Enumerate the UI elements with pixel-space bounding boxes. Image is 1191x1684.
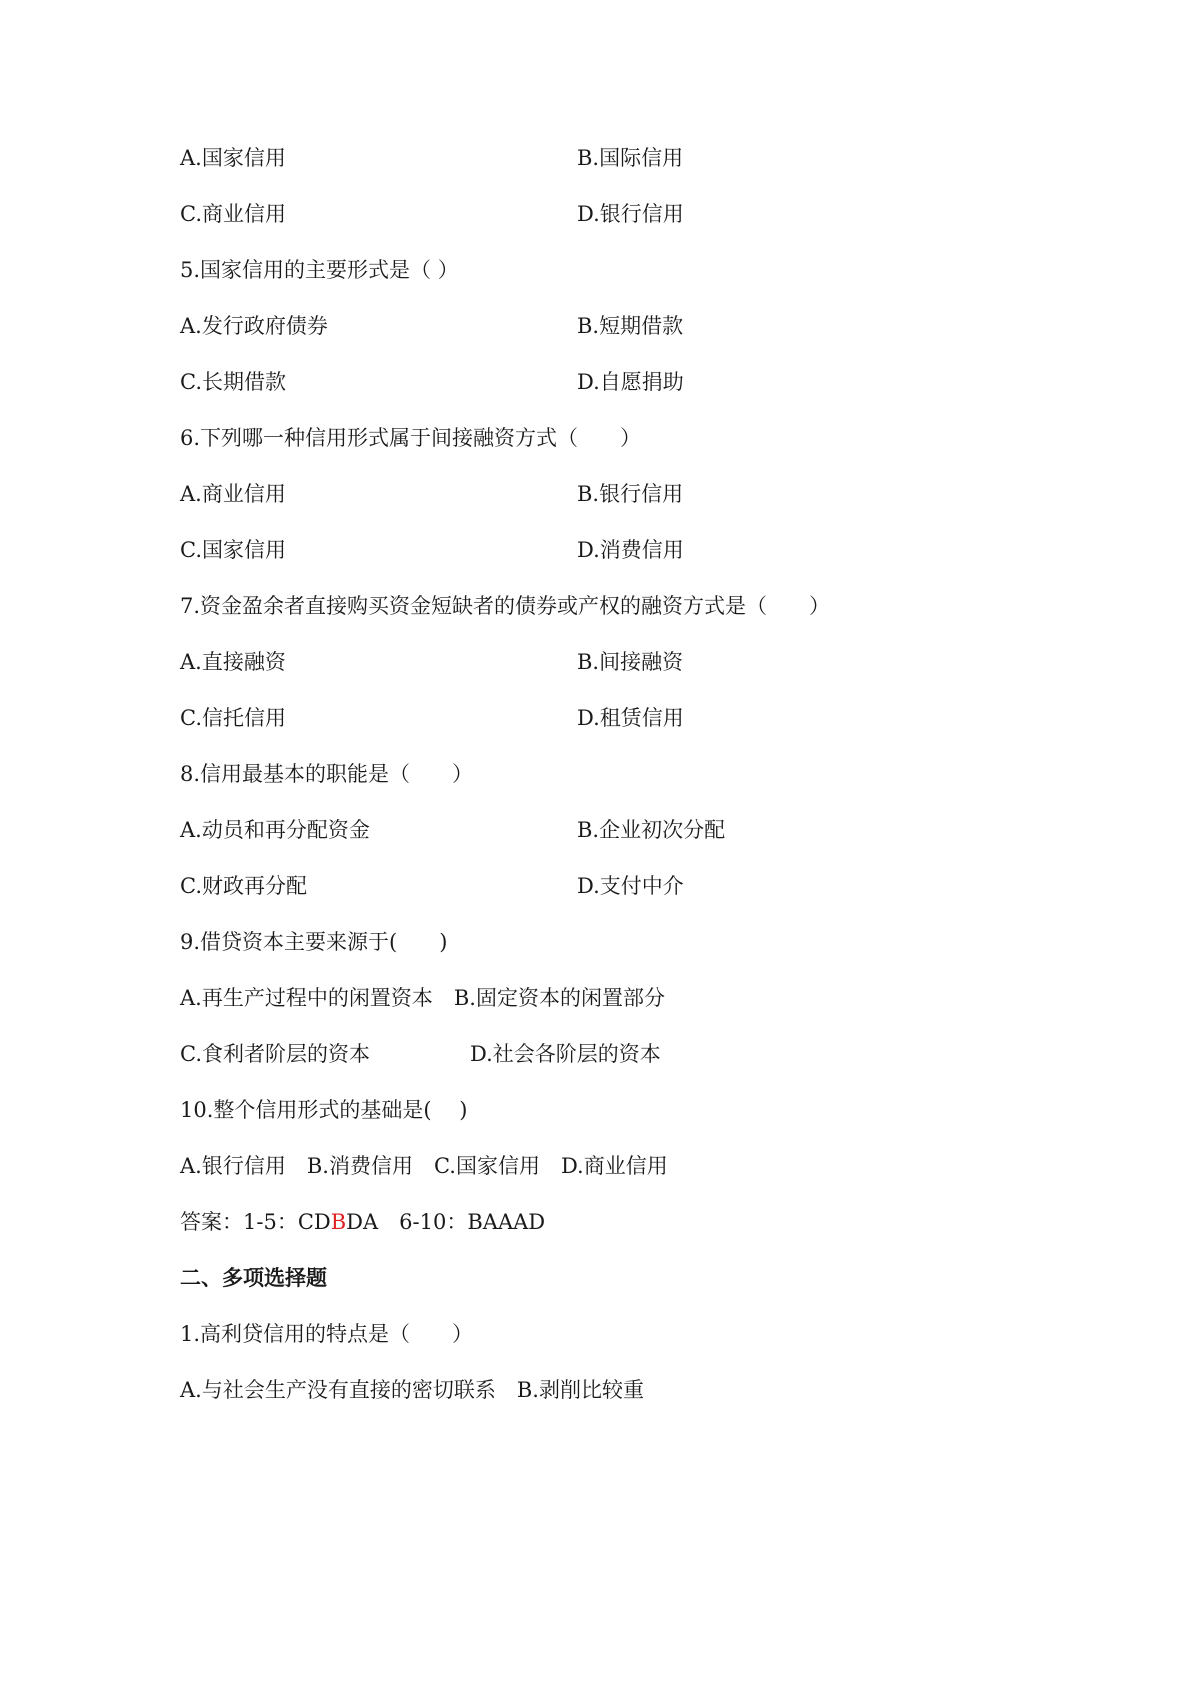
q8-option-b: B.企业初次分配 bbox=[577, 818, 726, 842]
q5-option-b: B.短期借款 bbox=[577, 314, 684, 338]
q10-options: A.银行信用 B.消费信用 C.国家信用 D.商业信用 bbox=[180, 1154, 668, 1178]
q8-option-c: C.财政再分配 bbox=[180, 874, 307, 898]
q9-option-d: D.社会各阶层的资本 bbox=[470, 1042, 661, 1066]
q8-option-d: D.支付中介 bbox=[577, 874, 684, 898]
section-heading: 二、多项选择题 bbox=[180, 1266, 327, 1290]
q5-stem: 5.国家信用的主要形式是（ ） bbox=[180, 258, 459, 282]
q6-option-b: B.银行信用 bbox=[577, 482, 684, 506]
q7-option-d: D.租赁信用 bbox=[577, 706, 684, 730]
q4-option-a: A.国家信用 bbox=[180, 146, 286, 170]
q7-option-b: B.间接融资 bbox=[577, 650, 684, 674]
q10-stem: 10.整个信用形式的基础是( ) bbox=[180, 1098, 468, 1122]
s2-q1-stem: 1.高利贷信用的特点是（ ） bbox=[180, 1322, 474, 1346]
q8-stem: 8.信用最基本的职能是（ ） bbox=[180, 762, 474, 786]
answer-suffix: DA 6-10：BAAAD bbox=[346, 1210, 546, 1234]
q4-option-b: B.国际信用 bbox=[577, 146, 684, 170]
s2-q1-options-ab: A.与社会生产没有直接的密切联系 B.剥削比较重 bbox=[180, 1378, 644, 1402]
q5-option-d: D.自愿捐助 bbox=[577, 370, 684, 394]
q9-options-ab: A.再生产过程中的闲置资本 B.固定资本的闲置部分 bbox=[180, 986, 665, 1010]
q5-option-a: A.发行政府债券 bbox=[180, 314, 328, 338]
q6-option-d: D.消费信用 bbox=[577, 538, 684, 562]
q9-option-c: C.食利者阶层的资本 bbox=[180, 1042, 370, 1066]
q6-option-a: A.商业信用 bbox=[180, 482, 286, 506]
q5-option-c: C.长期借款 bbox=[180, 370, 286, 394]
q4-option-d: D.银行信用 bbox=[577, 202, 684, 226]
q7-stem: 7.资金盈余者直接购买资金短缺者的债券或产权的融资方式是（ ） bbox=[180, 594, 831, 618]
q6-option-c: C.国家信用 bbox=[180, 538, 286, 562]
answer-prefix: 答案：1-5：CD bbox=[180, 1210, 331, 1234]
q6-stem: 6.下列哪一种信用形式属于间接融资方式（ ） bbox=[180, 426, 642, 450]
q8-option-a: A.动员和再分配资金 bbox=[180, 818, 370, 842]
answer-highlight: B bbox=[330, 1210, 347, 1234]
answer-line bbox=[180, 1202, 545, 1242]
q9-stem: 9.借贷资本主要来源于( ) bbox=[180, 930, 448, 954]
q4-option-c: C.商业信用 bbox=[180, 202, 286, 226]
q7-option-a: A.直接融资 bbox=[180, 650, 286, 674]
q7-option-c: C.信托信用 bbox=[180, 706, 286, 730]
